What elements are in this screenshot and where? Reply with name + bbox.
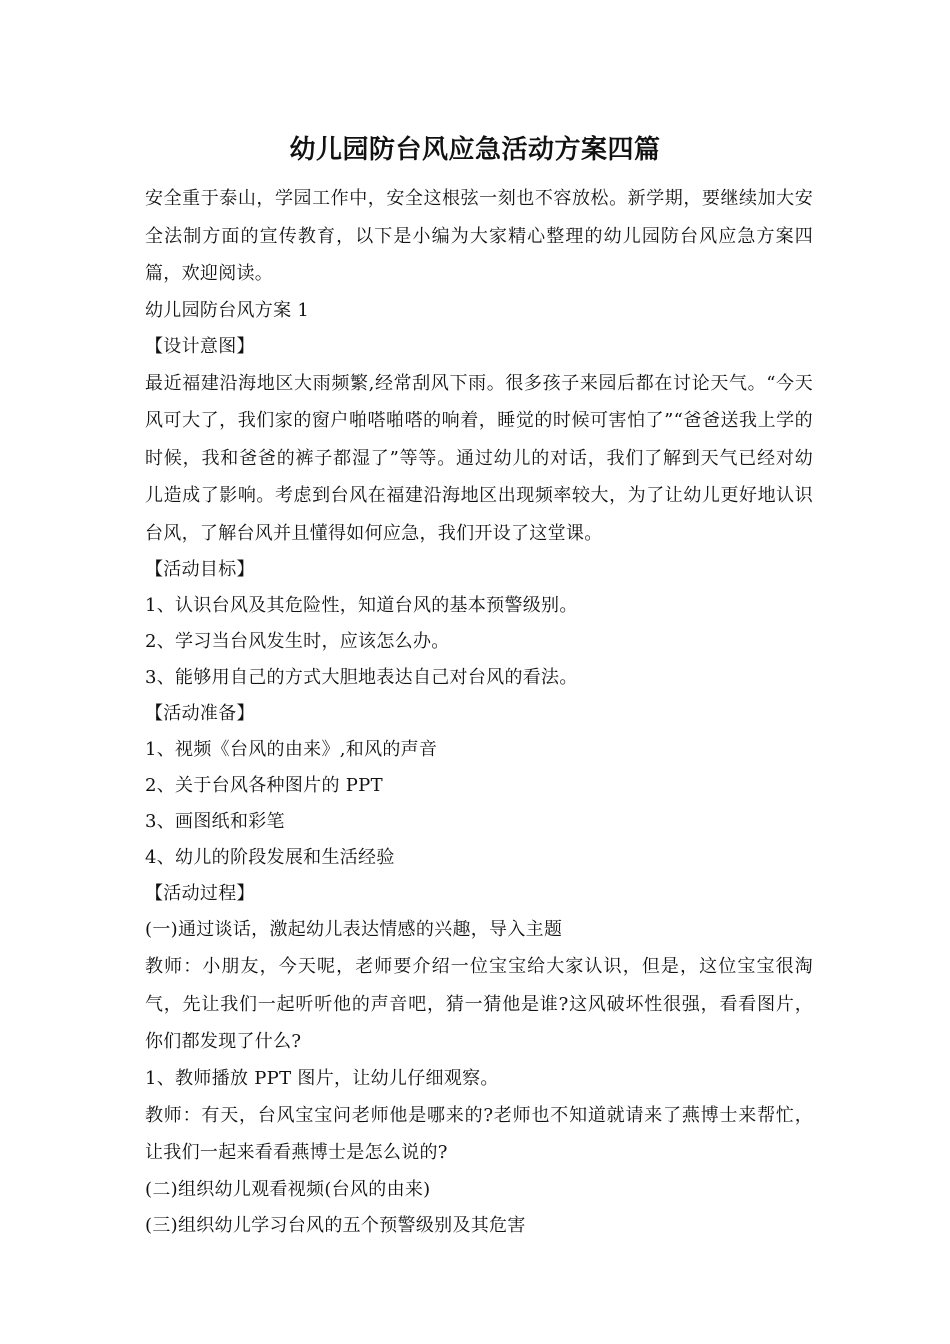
preparation-item-2: 2、关于台风各种图片的 PPT — [145, 775, 383, 796]
preparation-item-3: 3、画图纸和彩笔 — [145, 811, 285, 832]
intro-paragraph: 安全重于泰山，学园工作中，安全这根弦一刻也不容放松。新学期，要继续加大安全法制方面的宣传教育，以下是小编为大家精心整理的幼儿园防台风应急方案四篇，欢迎阅读。 — [145, 188, 813, 284]
process-step-2: (二)组织幼儿观看视频(台风的由来) — [145, 1178, 431, 1200]
heading-activity-preparation: 【活动准备】 — [145, 703, 255, 724]
process-substep-1: 1、教师播放 PPT 图片，让幼儿仔细观察。 — [145, 1067, 499, 1089]
goal-item-3: 3、能够用自己的方式大胆地表达自己对台风的看法。 — [145, 667, 578, 688]
heading-activity-goals: 【活动目标】 — [145, 559, 255, 580]
heading-activity-process: 【活动过程】 — [145, 883, 255, 904]
process-step-3: (三)组织幼儿学习台风的五个预警级别及其危害 — [145, 1214, 526, 1236]
teacher-dialogue-1: 教师：小朋友，今天呢，老师要介绍一位宝宝给大家认识，但是，这位宝宝很淘气，先让我们一起听听他的声音吧，猜一猜他是谁?这风破坏性很强，看看图片，你们都发现了什么? — [145, 956, 813, 1052]
goal-item-1: 1、认识台风及其危险性，知道台风的基本预警级别。 — [145, 595, 578, 616]
design-intent-paragraph: 最近福建沿海地区大雨频繁,经常刮风下雨。很多孩子来园后都在讨论天气。“今天风可大了，我们家的窗户啪嗒啪嗒的响着，睡觉的时候可害怕了”“爸爸送我上学的时候，我和爸爸的裤子都湿了”等等。通过幼儿的对话，我们了解到天气已经对幼儿造成了影响。考虑到台风在福建沿海地区出现频率较大，为了让幼儿更好地认识台风，了解台风并且懂得如何应急，我们开设了这堂课。 — [145, 372, 813, 544]
goal-item-2: 2、学习当台风发生时，应该怎么办。 — [145, 631, 450, 652]
heading-design-intent: 【设计意图】 — [145, 335, 255, 357]
process-step-1: (一)通过谈话，激起幼儿表达情感的兴趣，导入主题 — [145, 919, 563, 940]
document-title: 幼儿园防台风应急活动方案四篇 — [289, 135, 661, 165]
document-body — [145, 180, 813, 1244]
section-heading-plan-1: 幼儿园防台风方案 1 — [145, 299, 310, 321]
preparation-item-4: 4、幼儿的阶段发展和生活经验 — [145, 847, 395, 868]
preparation-item-1: 1、视频《台风的由来》,和风的声音 — [145, 739, 438, 760]
teacher-dialogue-2: 教师：有天，台风宝宝问老师他是哪来的?老师也不知道就请来了燕博士来帮忙，让我们一起来看看燕博士是怎么说的? — [145, 1104, 813, 1163]
